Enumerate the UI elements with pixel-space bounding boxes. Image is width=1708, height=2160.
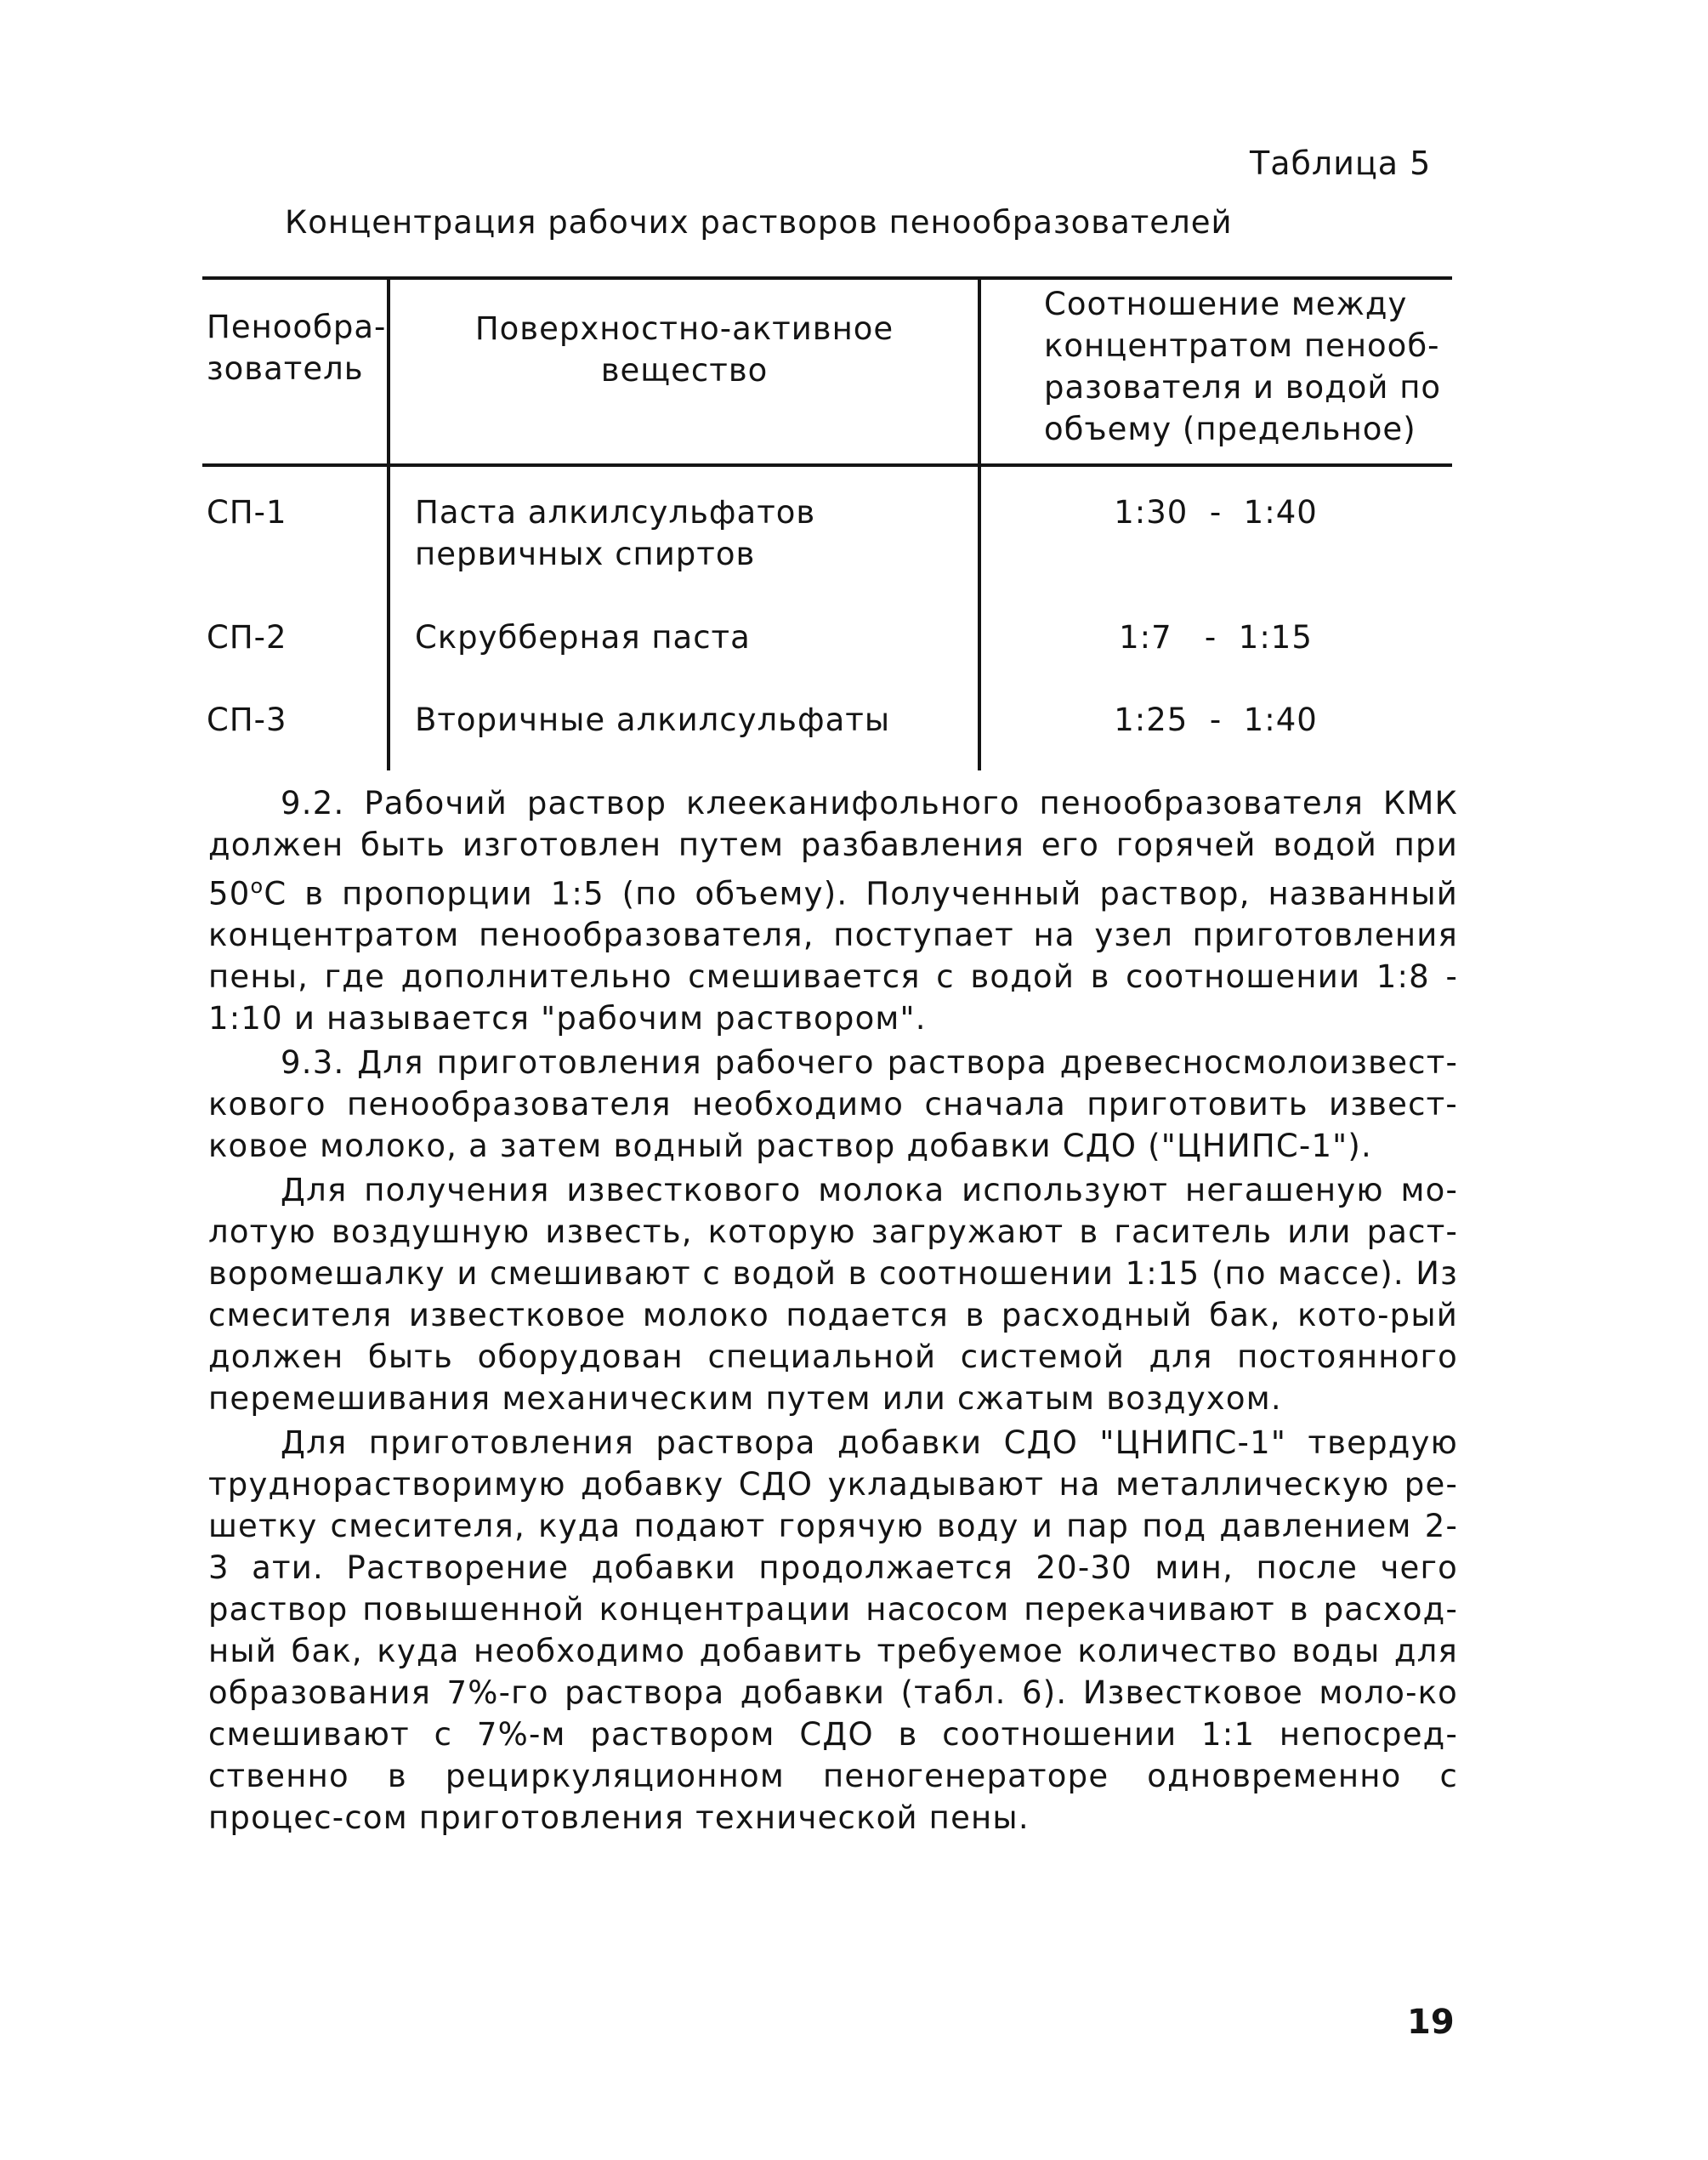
row-2-code: СП-2 [207, 619, 287, 656]
paragraph-9-2 [208, 782, 1458, 1039]
table-label: Таблица 5 [1250, 145, 1432, 182]
paragraph-lime-milk: Для получения известкового молока используют негашеную мо-лотую воздушную известь, которую загружают в гаситель или раст-воромешалку и смешивают с водой в соотношении 1:15 (по массе). Из смесителя известковое молоко подается в расходный бак, кото-рый должен быть оборудован специальной системой для постоянного перемешивания механическим путем или сжатым воздухом. [208, 1172, 1458, 1418]
page-number: 19 [1407, 2003, 1455, 2042]
table-caption: Концентрация рабочих растворов пенообразователей [285, 204, 1233, 241]
row-1-ratio: 1:30 - 1:40 [1114, 494, 1318, 531]
row-2-ratio: 1:7 - 1:15 [1119, 619, 1313, 656]
row-3-substance: Вторичные алкилсульфаты [415, 702, 891, 738]
row-1-code: СП-1 [207, 494, 287, 531]
header-surfactant: Поверхностно-активное вещество [474, 310, 894, 389]
row-2-substance: Скрубберная паста [415, 619, 751, 656]
paragraph-9-2-start: 9.2. Рабочий раствор клееканифольного пенообразователя КМК должен быть изготовлен путем разбавления его горячей водой при 50 [208, 785, 1458, 912]
paragraph-sdo-solution: Для приготовления раствора добавки СДО "ЦНИПС-1" твердую труднорастворимую добавку СДО укладывают на металлическую ре-шетку смесителя, куда подают горячую воду и пар под давлением 2-3 ати. Растворение добавки продолжается 20-30 мин, после чего раствор повышенной концентрации насосом перекачивают в расход-ный бак, куда необходимо добавить требуемое количество воды для образования 7%-го раствора добавки (табл. 6). Известковое моло-ко смешивают с 7%-м раствором СДО в соотношении 1:1 непосред-ственно в рециркуляционном пеногенераторе одновременно с процес-сом приготовления технической пены. [208, 1424, 1458, 1837]
paragraph-9-3: 9.3. Для приготовления рабочего раствора древесносмолоизвест-кового пенообразователя необходимо сначала приготовить извест-ковое молоко, а затем водный раствор добавки СДО ("ЦНИПС-1"). [208, 1044, 1458, 1165]
row-3-code: СП-3 [207, 702, 287, 738]
header-ratio: Соотношение между концентратом пенооб-разователя и водой по объему (предельное) [1044, 286, 1442, 447]
table-column-divider-2 [978, 279, 981, 770]
row-1-substance: Паста алкилсульфатов первичных спиртов [415, 494, 816, 572]
body-text [208, 782, 1458, 1841]
paragraph-9-2-end: С в пропорции 1:5 (по объему). Полученный раствор, названный концентратом пенообразователя, поступает на узел приготовления пены, где дополнительно смешивается с водой в соотношении 1:8 - 1:10 и называется "рабочим раствором". [208, 875, 1458, 1037]
row-3-ratio: 1:25 - 1:40 [1114, 702, 1318, 738]
header-foam-agent: Пенообра-зователь [207, 309, 387, 387]
degree-sign: о [250, 874, 264, 898]
